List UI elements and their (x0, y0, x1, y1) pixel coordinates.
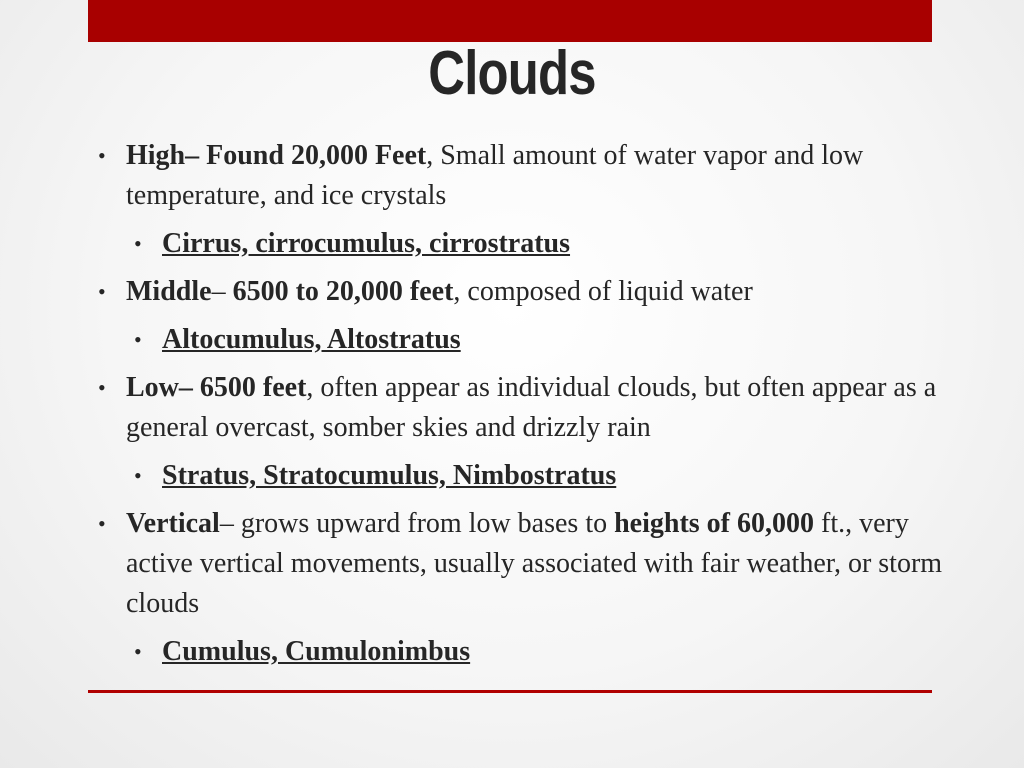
bullet-icon: • (98, 375, 106, 400)
list-item-high (98, 136, 974, 216)
sub-item-vertical (98, 632, 974, 672)
bullet-icon: • (134, 327, 142, 352)
cloud-types: Cumulus, Cumulonimbus (162, 636, 471, 667)
item-text: ft., very active vertical movements, usually associated with fair weather, or storm clouds (126, 508, 943, 619)
bullet-icon: • (134, 463, 142, 488)
sub-item-high (98, 224, 974, 264)
cloud-types: Altocumulus, Altostratus (162, 324, 461, 355)
item-heading: Vertical (126, 508, 220, 539)
list-item-vertical (98, 504, 974, 624)
bullet-icon: • (134, 231, 142, 256)
item-heading-2: heights of 60,000 (614, 508, 815, 539)
list-item-middle (98, 272, 974, 312)
item-heading: Low– 6500 feet (126, 372, 307, 403)
item-heading: Middle (126, 276, 212, 307)
slide-content (98, 136, 974, 680)
top-accent-bar (88, 0, 932, 42)
item-text: , Small amount of water vapor and low temperature, and ice crystals (126, 140, 864, 211)
bullet-icon: • (98, 279, 106, 304)
cloud-types: Stratus, Stratocumulus, Nimbostratus (162, 460, 617, 491)
item-text-mid: – grows upward from low bases to (219, 508, 615, 539)
bullet-icon: • (134, 639, 142, 664)
sub-item-middle (98, 320, 974, 360)
item-heading-2: 6500 to 20,000 feet (232, 276, 454, 307)
item-text: , composed of liquid water (453, 276, 753, 307)
bullet-icon: • (98, 143, 106, 168)
item-dash: – (211, 276, 233, 307)
bullet-icon: • (98, 511, 106, 536)
list-item-low (98, 368, 974, 448)
item-heading: High– Found 20,000 Feet (126, 140, 427, 171)
item-text: , often appear as individual clouds, but often appear as a general overcast, somber skies and drizzly rain (126, 372, 937, 443)
sub-item-low (98, 456, 974, 496)
bottom-divider (88, 690, 932, 693)
slide-title: Clouds (428, 39, 596, 108)
cloud-types: Cirrus, cirrocumulus, cirrostratus (162, 228, 571, 259)
